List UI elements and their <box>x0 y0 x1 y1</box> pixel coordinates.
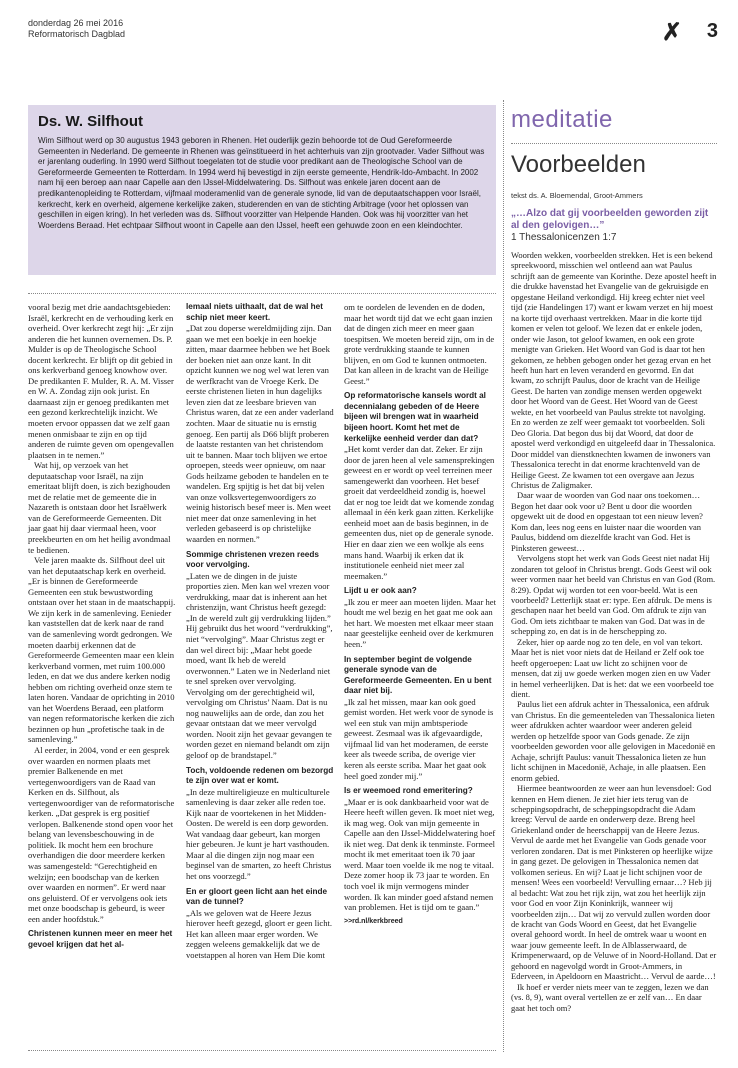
page-number: 3 <box>706 20 718 42</box>
divider <box>28 1050 496 1051</box>
rd-logo-icon: ✗ <box>661 19 682 46</box>
header-date-block <box>28 18 125 40</box>
article-paragraph: „Laten we de dingen in de juiste proporties zien. Men kan wel vrezen voor verdrukking, maar dat is inherent aan het christenzijn, want Christus heeft gezegd: „In de wereld zult gij verdrukking lijden.” Hij gebruikt dus het woord “verdrukking”, niet “vervolging”. Maar Christus zegt er dan wel direct bij: „Maar hebt goede moed, want Ik heb de wereld overwonnen.” Laten we in Nederland niet te snel spreken over vervolging. Vervolging om der gerechtigheid wil, vervolging om Christus’ Naam. Dat is nu nog nauwelijks aan de orde, dan zou het gevaar ontstaan dat we meer vervolgd worden. Nooit zijn het gevaar gevangen te worden gezet en niemand belandt om zijn geloof op de brandstapel.” <box>186 570 333 760</box>
header-paper: Reformatorisch Dagblad <box>28 29 126 39</box>
meditation-paragraph: Woorden wekken, voorbeelden strekken. Het is een bekend spreekwoord, misschien wel ontleend aan wat Paulus schrijft aan de gemeente van Korinthe. Deze apostel heeft in die drukke havenstad het Evangelie van de gekruisigde en opgestane Heiland verkondigd. Hij kreeg echter niet veel tijd (zie Handelingen 17) want er kwam verzet en hij moest na korte tijd overhaast vertrekken. Maar in die korte tijd komen er velen tot geloof. We lezen dat er enkele joden, onder wie Jason, tot geloof kwamen, en ook een grote menigte van Grieken. Het Woord van God is daar tot hen gekomen, ze hebben gebogen onder het gezag ervan en het heeft hun hart en leven veranderd en gevormd. En dat kwam, zo schrijft Paulus, door de kracht van de Heilige Geest. De harten van zondige mensen werden opgewekt door het Woord van de Geest. Het Woord van de Geest wekte, en het voorbeeld van Paulus strekte tot navolging. En zo werden ze zelf weer gemaakt tot voorbeelden. Soli Deo Gloria. Dat begon dus bij dat Woord, dat door de apostel werd verkondigd en uitgeleefd daar in Thessalonica. Door middel van dienstknechten kwamen de inwoners van Thessalonica terecht in dat enorme krachtenveld van de Heilige Geest. Ze kwamen tot een overgave aan Jezus Christus de Zaligmaker. <box>511 250 717 490</box>
interview-question: Lijdt u er ook aan? <box>344 586 417 596</box>
bio-box <box>28 105 496 275</box>
article-paragraph: „In deze multireligieuze en multiculturele samenleving is daar zeker alle reden toe. Kijk naar de voortekenen in het Midden-Oosten. De wereld is een dorp geworden. Wat vandaag daar gebeurt, kan morgen hier gebeuren. Je kunt je hart vasthouden. Maar al die dingen zijn nog maar een beginsel van de smarten, zo heeft Christus het ons voorzegd.” <box>186 786 332 881</box>
meditation-body <box>511 250 717 1013</box>
article-paragraph: Wat hij, op verzoek van het deputaatschap voor Israël, na zijn emeritaat blijft doen, is zich bezighouden met de relatie met de gemeente die in Nazareth is ontstaan door het Israëlwerk van de Gereformeerde Gemeenten. Dit jaar gaat hij daar viermaal heen, voor preekbeurten en om het heilig avondmaal te bedienen. <box>28 460 171 555</box>
article-paragraph: Vele jaren maakte ds. Silfhout deel uit van het deputaatschap kerk en overheid. „Er is binnen de Gereformeerde Gemeenten een stuk bewustwording ontstaan over het staan in de maatschappij. We zijn kerk in de samenleving. Eenieder kan vaststellen dat de kerk naar de rand van de samenleving wordt gedrongen. We moeten daarbij erkennen dat de Gereformeerde Gemeenten maar een klein kerkverband vormen, met ruim 100.000 leden, en dat we dus andere kerken nodig hebben om richting overheid onze stem te laten horen. Vandaar de oprichting in 2010 van het Woerdens Beraad, een platform van negen reformatorische kerken die zich bezinnen op hun „profetische taak in de samenleving.” <box>28 555 176 745</box>
interview-question: Sommige christenen vrezen reeds voor vervolging. <box>186 549 319 570</box>
article-paragraph: vooral bezig met drie aandachtsgebieden: Israël, kerkrecht en de verhouding kerk en overheid. Over kerkrecht zegt hij: „Er zijn anderen die het kunnen overnemen. Ds. P. Mulder is op de Theologische School docent kerkrecht. Er blijft op dit gebied in ons kerkverband genoeg knowhow over. De predikanten F. Mulder, R. A. M. Visser en W. A. Zondag zijn ook jurist. En daarnaast zijn er genoeg predikanten met een gezond kerkrechtelijk inzicht. We moeten ervoor oppassen dat we zelf gaan menen onmisbaar te zijn en op tijd anderen de ruimte geven om opengevallen plaatsen in te nemen.” <box>28 302 174 460</box>
interview-question: Op reformatorische kansels wordt al decennialang gebeden of de Heere bijeen wil brengen wat in waarheid bijeen hoort. Komt het met de kerkelijke eenheid verder dan dat? <box>344 391 486 443</box>
article-link[interactable]: >>rd.nl/kerkbreed <box>344 917 403 925</box>
article-paragraph: Al eerder, in 2004, vond er een gesprek over waarden en normen plaats met premier Balkenende en met vertegenwoordigers van de Raad van Kerken en ds. Silfhout, als vertegenwoordiger van de reformatorische kerken. „Dat gesprek is erg positief verlopen. Balkenende stond open voor het belang van levensbeschouwing in de politiek. Ik mocht hem een brochure overhandigen die door meerdere kerken was samengesteld: “Gerechtigheid en welzijn; een boodschap van de kerken over waarden en normen”. Er werd naar ons geluisterd. Of er vervolgens ook iets met onze boodschap is gebeurd, is weer een ander hoofdstuk.” <box>28 744 175 924</box>
header-date: donderdag 26 mei 2016 <box>28 18 124 28</box>
article-paragraph: „Dat zou doperse wereldmijding zijn. Dan gaan we met een boekje in een hoekje zitten, maar daarmee hebben we het Boek der boeken niet aan onze kant. In dit opzicht kunnen we nog wel wat leren van de werfkracht van de Vroege Kerk. De eerste christenen lieten in hun dagelijks leven zien dat ze leesbare brieven van Christus waren, dat ze een ander vaderland zochten. Maar de situatie nu is ernstig genoeg. Een partij als D66 blijft proberen de laatste restanten van het christendom uit te bannen. Maar toch blijven we ertoe oproepen, steeds weer opnieuw, om naar Gods heilzame geboden te handelen en te wandelen. Erg spijtig is het dat bij velen van onze volksvertegenwoordigers zo weinig historisch besef meer is. Men weet niet meer dat onze samenleving in het verleden gebaseerd is op christelijke waarden en normen.” <box>186 323 334 545</box>
interview-question: In september begint de volgende generale synode van de Gereformeerde Gemeenten. En u bent daar niet bij. <box>344 654 492 696</box>
column-divider <box>503 100 504 1052</box>
meditation-column <box>511 105 717 1013</box>
meditation-paragraph: Vervolgens stopt het werk van Gods Geest niet nadat Hij zondaren tot geloof in Christus brengt. Gods Geest wil ook weer vormen naar het beeld van Christus en van God (Rom. 8:29). Opdat wij worden tot een voor-beeld. Wat is een voorbeeld? Letterlijk staat er: type. Een afdruk. De mens is geschapen naar het beeld van God. Om afdruk te zijn van God. Om iets zichtbaar te maken van God. Dat was in de schepping zo, en dat is in de herschepping zo. <box>511 553 716 637</box>
article-paragraph: „Maar er is ook dankbaarheid voor wat de Heere heeft willen geven. Ik moet niet weg, ik mag weg. Ook van mijn gemeente in Capelle aan den IJssel-Middelwatering hoef ik niet weg. Dat denk ik tenminste. Formeel mocht ik met emeritaat toen ik 70 jaar werd. Maar toen voelde ik me nog te vitaal. Deze zomer hoop ik 73 jaar te worden. En toch voel ik mijn vermogens minder worden. Ik kan minder goed afstand nemen van problemen. Het is tijd om te gaan.” <box>344 796 496 913</box>
article-paragraph: „Het komt verder dan dat. Zeker. Er zijn door de jaren heen al vele samensprekingen geweest en er wordt op veel terreinen meer samengewerkt dan voorheen. Het besef groeit dat verdeeldheid zondig is, hoewel dat er nog toe leidt dat we komende zondag allemaal in één kerk gaan zitten. Kerkelijke eenheid moet aan de basis beginnen, in de gemeenten dus, niet op de generale synode. Hier en daar zien we een wolkje als eens mans hand. Waarbij ik erken dat ik institutionele eenheid niet meer zal meemaken.” <box>344 444 495 581</box>
interview-question: Is er weemoed rond emeritering? <box>344 786 473 796</box>
meditation-paragraph: Hiermee beantwoorden ze weer aan hun levensdoel: God kennen en Hem dienen. Je ziet hier iets terug van de scheppingsopdracht, de scheppingsopdracht die Adam kreeg: Vervul de aarde en onderwerp deze. Breng heel Griekenland onder de heerschappij van de Heere Jezus. Vervul de aarde met het Evangelie van Gods genade voor verloren zondaren. Dat is met Pinksteren op heerlijke wijze in gang gezet. De gelovigen in Thessalonica nemen dat volkomen serieus. En wij? Laat je licht schijnen voor de mensen! Wees een voorbeeld! Vervulling ernaar…? Heb jij al bedacht: Wat zou het rijk zijn, wat zou het heerlijk zijn voor God en voor Zijn Koninkrijk, wanneer wij voorbeelden zijn… Dat wij zo vervuld zullen worden door de kracht van Gods Woord en Geest, dat het Evangelie overal gehoord wordt. In heel de omtrek waar u woont en waar jouw gemeente leeft. In de Alblasserwaard, de Krimpenerwaard, op de Veluwe of in Noord-Holland. Dat er gehoord en nagevolgd wordt in Groot-Ammers, in Ederveen, in Apeldoorn en Maastricht… Vervul de aarde…! <box>511 783 717 982</box>
article-column-1 <box>28 302 176 950</box>
interview-question: lemaal niets uithaalt, dat de wal het schip niet meer keert. <box>186 302 323 322</box>
article-paragraph: „Als we geloven wat de Heere Jezus hierover heeft gezegd, gloort er geen licht. Het kan alleen maar erger worden. We zeggen weleens gemakkelijk dat we de voetstappen al horen van Hem Die komt <box>186 907 333 960</box>
interview-question: Toch, voldoende redenen om bezorgd te zijn over wat er komt. <box>186 765 334 786</box>
article-column-3 <box>344 302 496 927</box>
interview-question: Christenen kunnen meer en meer het gevoel krijgen dat het al- <box>28 929 173 949</box>
article-paragraph: „Ik zou er meer aan moeten lijden. Maar het houdt me wel bezig en het gaat me ook aan het hart. We moesten met elkaar meer staan naar geestelijke eenheid over de kerkmuren heen.” <box>344 596 496 649</box>
bio-text: Wim Silfhout werd op 30 augustus 1943 geboren in Rhenen. Het ouderlijk gezin behoorde tot de Oud Gereformeerde Gemeenten in Nederland. De gemeente in Rhenen was geïnstitueerd in het achterhuis van zijn grootvader. Vader Silfhout was er jarenlang ouderling. In 1990 werd Silfhout toegelaten tot de studie voor predikant aan de Theologische School van de Gereformeerde Gemeenten te Rotterdam. In 1994 werd hij bevestigd in zijn eerste gemeente, Hendrik-Ido-Ambacht. In 2002 nam hij een beroep aan naar Capelle aan den IJssel-Middelwatering. Ds. Silfhout was enkele jaren docent aan de predikantenopleiding te Rotterdam, vijfmaal moderamenlid van de generale synode, lid van de deputaatschappen voor Israël, kerkrecht, kerk en overheid, algemene kerkelijke zaken, studerenden en van de stichting Arbitrage (voor het oplossen van geschillen in eigen kring). In het verleden was ds. Silfhout voorzitter van Helpende Handen. Ook was hij voorzitter van het Woerdens Beraad. Het echtpaar Silfhout woont in Capelle aan den IJssel, heeft een gehuwde zoon en een kleindochter. <box>38 136 485 230</box>
divider <box>511 143 717 144</box>
interview-question: En er gloort geen licht aan het einde van de tunnel? <box>186 886 328 907</box>
article-paragraph: om te oordelen de levenden en de doden, maar het wordt tijd dat we echt gaan inzien dat de dingen zich meer en meer gaan toespitsen. We moeten bereid zijn, om in de grote verdrukking staande te kunnen blijven, en om God te kunnen ontmoeten. Dat kan alleen in de kracht van de Heilige Geest.” <box>344 302 495 386</box>
author-credit: tekst ds. A. Bloemendal, Groot-Ammers <box>511 191 643 200</box>
meditation-title: Voorbeelden <box>511 151 646 178</box>
bible-verse: „…Alzo dat gij voorbeelden geworden zijt al den gelovigen…” <box>511 208 709 231</box>
meditation-paragraph: Daar waar de woorden van God naar ons toekomen… Begon het daar ook voor u? Bent u door die woorden opgewekt uit de dood en opgestaan tot een nieuw leven? Kom dan, lees nog eens en luister naar die woorden van Paulus, biddend om diezelfde kracht van God. Het is Pinksteren geweest… <box>511 490 703 553</box>
meditation-paragraph: Zeker, hier op aarde nog zo ten dele, en vol van tekort. Maar het is niet voor niets dat de Heiland er Zelf ook toe heeft opgeroepen: Laat uw licht zo schijnen voor de mensen, dat zij uw goede werken mogen zien en uw Vader in hemel verheerlijken. Dat is het: dat we een voorbeeld toe dient. <box>511 636 714 700</box>
article-paragraph: „Ik zal het missen, maar kan ook goed gemist worden. Het werk voor de synode is wel een stuk van mijn ambtsperiode geweest. Zesmaal was ik afgevaardigde, vijfmaal lid van het moderamen, de eerste keer als tweede scriba, de overige vier keren als eerste scriba. Maar het gaat ook heel goed zonder mij.” <box>344 696 494 781</box>
page-header <box>28 18 718 58</box>
bible-reference: 1 Thessalonicenzen 1:7 <box>511 232 617 243</box>
section-kicker: meditatie <box>511 106 613 133</box>
meditation-paragraph: Ik hoef er verder niets meer van te zeggen, lezen we dan (vs. 8, 9), want overal vertellen ze er zelf van… En daar gaat het toch om? <box>511 981 709 1013</box>
article-column-2 <box>186 302 334 960</box>
bio-title: Ds. W. Silfhout <box>38 113 143 130</box>
meditation-paragraph: Paulus liet een afdruk achter in Thessalonica, een afdruk van Christus. En die gemeenteleden van Thessalonica lieten weer afdrukken achter waardoor weer anderen geleid werden op hetzelfde spoor van Gods genade. Ze zijn voorbeelden geworden voor alle gelovigen in Macedonië en Achaje, schrijft Paulus: vanuit Thessalonica lieten ze hun licht schijnen in Macedonië, Achaje, in alle plaatsen. Een enorm gebied. <box>511 699 716 783</box>
divider <box>28 293 496 294</box>
